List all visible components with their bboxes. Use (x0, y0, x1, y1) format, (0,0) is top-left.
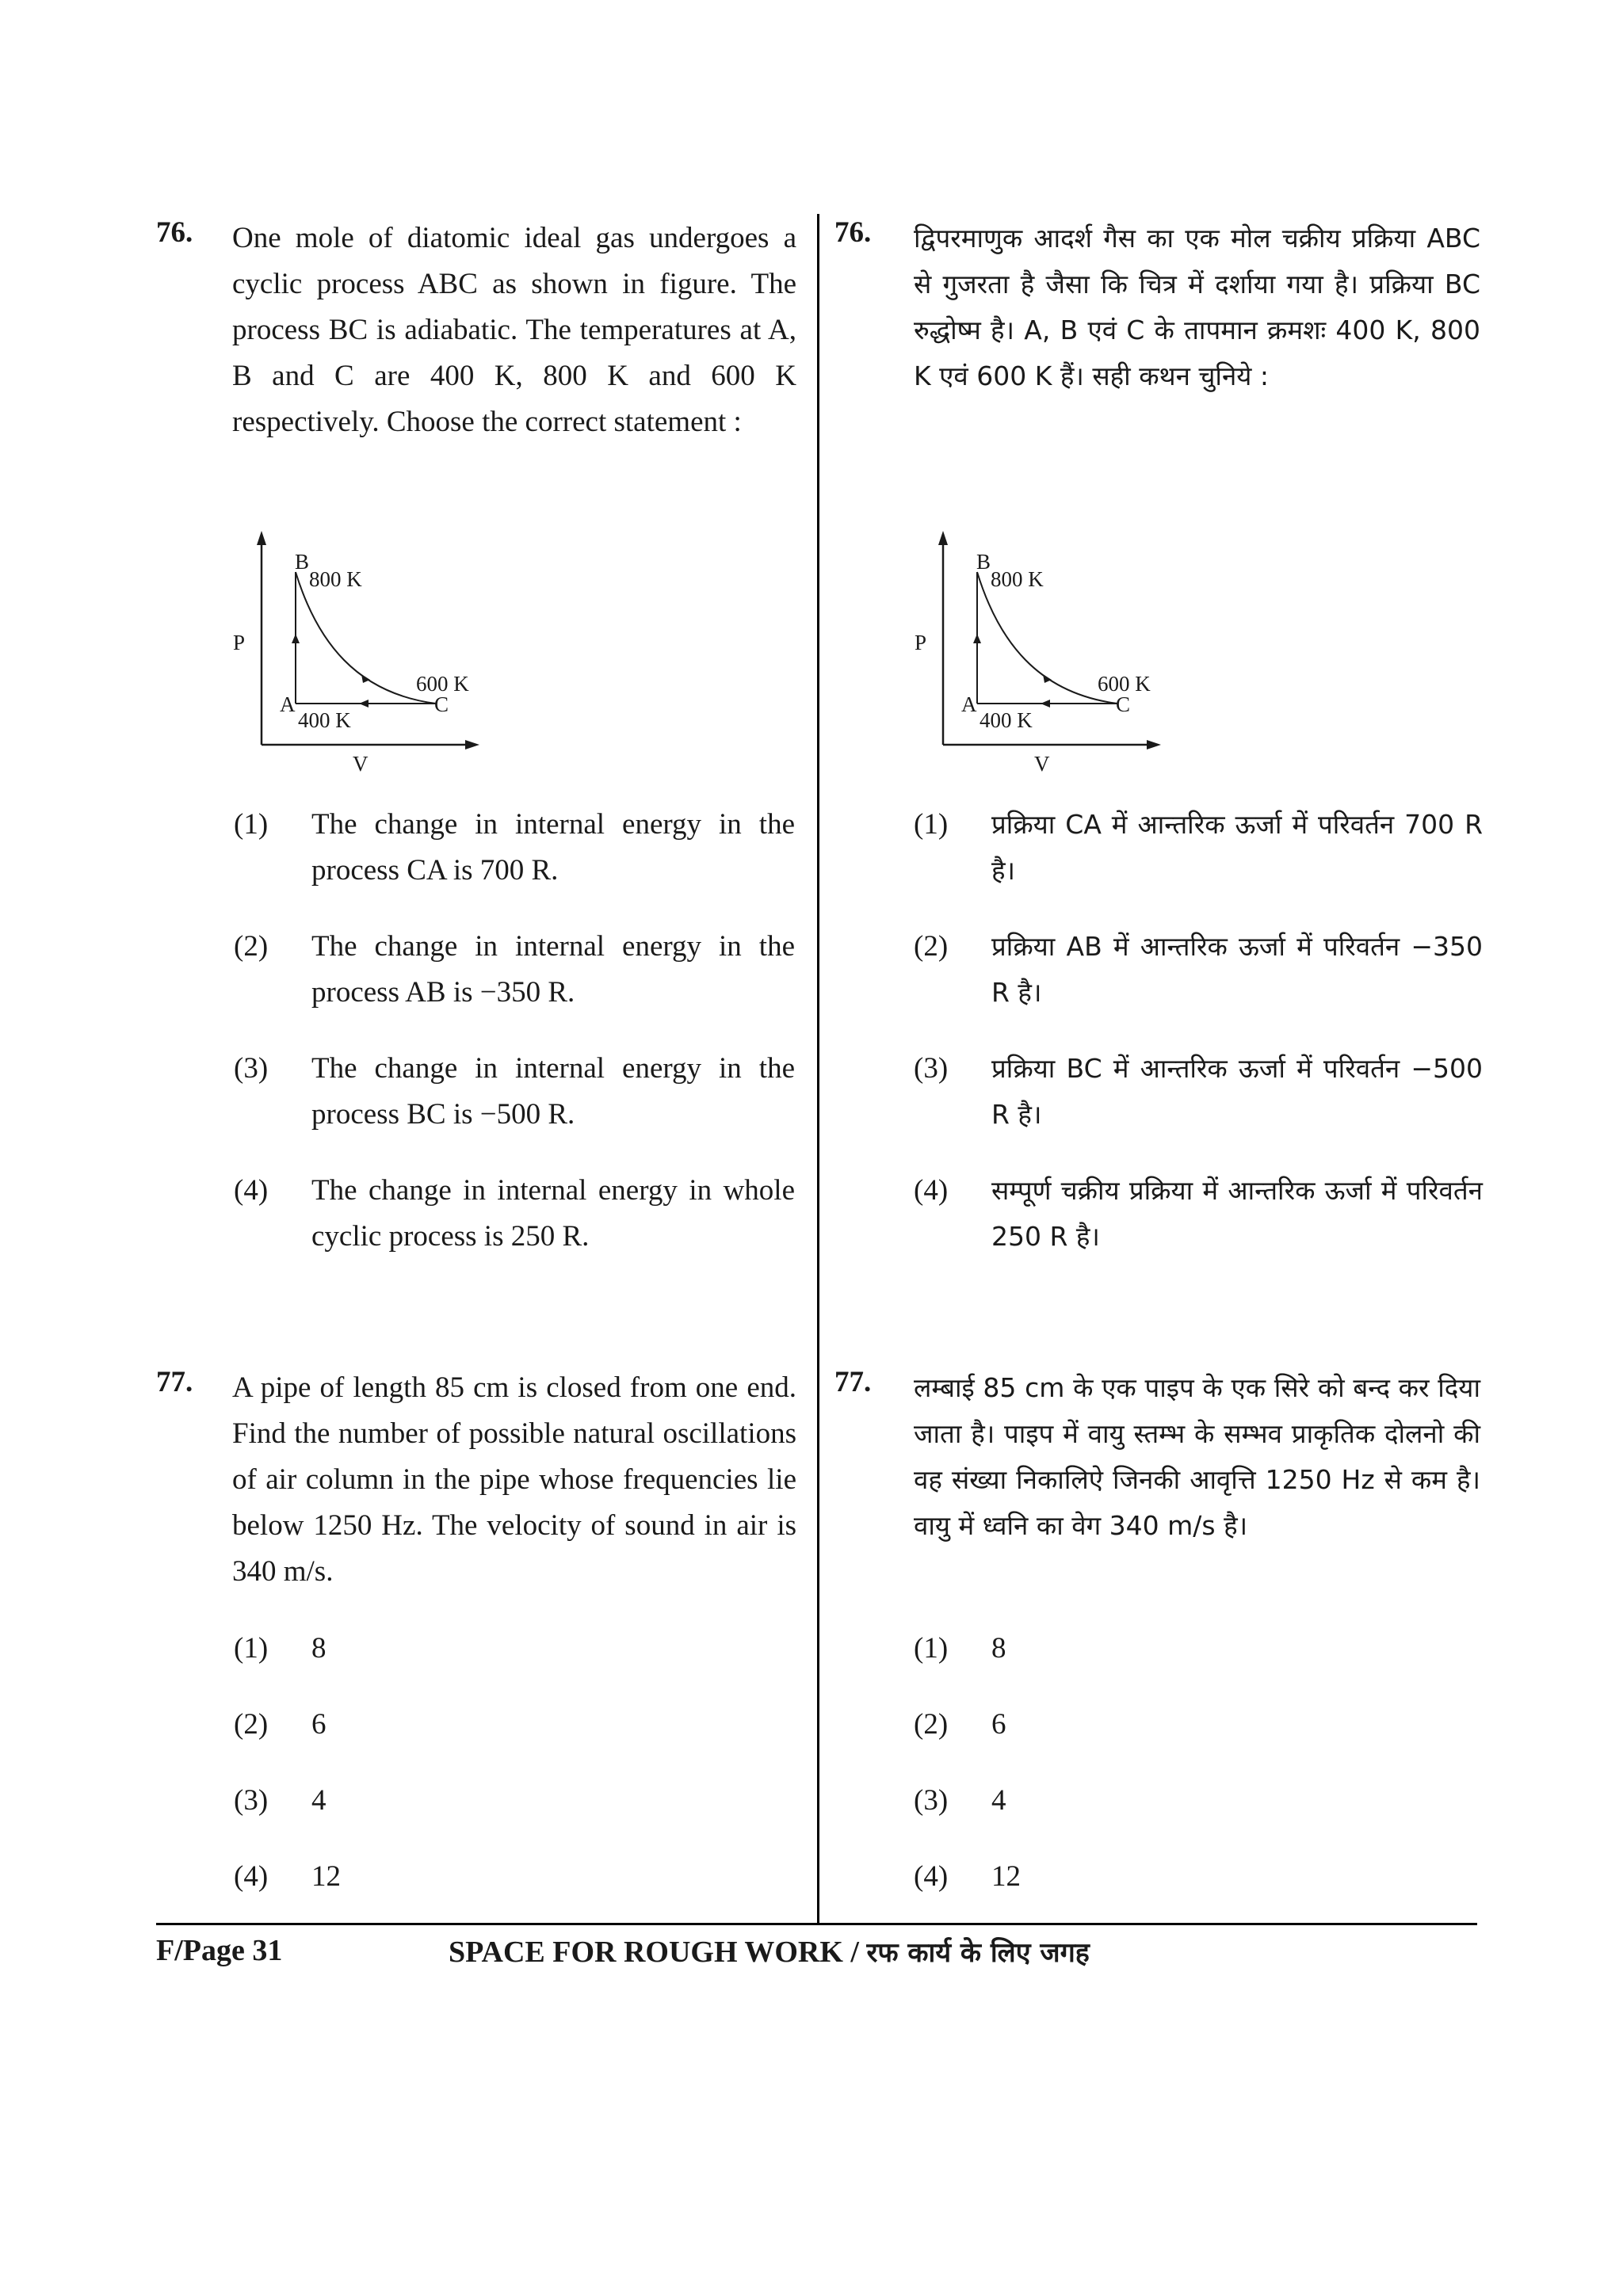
option-text: 8 (311, 1632, 327, 1665)
option-text: 12 (991, 1860, 1021, 1893)
pv-graph-en (222, 523, 483, 780)
graph-point-a-temp: 400 K (298, 708, 351, 732)
footer-rule (156, 1923, 1477, 1925)
graph-point-a-label: A (961, 692, 977, 716)
pv-graph-hi (903, 523, 1165, 780)
option-text: The change in internal energy in whole cyclic process is 250 R. (311, 1174, 795, 1253)
option-number: (4) (234, 1860, 269, 1893)
graph-point-c-label: C (434, 692, 449, 716)
option-text: 6 (991, 1708, 1006, 1741)
option-text: सम्पूर्ण चक्रीय प्रक्रिया में आन्तरिक ऊर्जा में परिवर्तन 250 R है। (991, 1175, 1483, 1252)
graph-point-a-label: A (280, 692, 296, 716)
option-number: (4) (234, 1174, 269, 1207)
graph-point-b-temp: 800 K (991, 567, 1044, 591)
question-77-text-en: A pipe of length 85 cm is closed from one end. Find the number of possible natural oscillations of air column in the pipe whose frequencies lie below 1250 Hz. The velocity of sound in air is 340 m/s. (232, 1371, 796, 1588)
question-77-text-hi: लम्बाई 85 cm के एक पाइप के एक सिरे को बन्द कर दिया जाता है। पाइप में वायु स्तम्भ के सम्भव प्राकृतिक दोलनो की वह संख्या निकालिऐ जिनकी आवृत्ति 1250 Hz से कम है। वायु में ध्वनि का वेग 340 m/s है। (914, 1372, 1480, 1541)
rough-work-label-en: SPACE FOR ROUGH WORK / (449, 1936, 867, 1969)
graph-point-b-temp: 800 K (309, 567, 362, 591)
graph-axis-p-label: P (233, 631, 246, 654)
option-text: 12 (311, 1860, 341, 1893)
option-number: (2) (234, 1708, 269, 1741)
option-number: (1) (914, 1632, 949, 1665)
option-text: The change in internal energy in the process BC is −500 R. (311, 1052, 795, 1131)
column-divider (817, 214, 819, 1923)
graph-point-b-label: B (295, 550, 310, 574)
option-number: (3) (234, 1052, 269, 1085)
option-number: (2) (914, 1708, 949, 1741)
graph-point-b-label: B (976, 550, 991, 574)
rough-work-label (449, 1933, 1090, 1970)
graph-axis-v-label: V (353, 752, 369, 776)
option-text: 8 (991, 1632, 1006, 1665)
option-number: (2) (914, 930, 949, 963)
option-text: प्रक्रिया CA में आन्तरिक ऊर्जा में परिवर्तन 700 R है। (991, 809, 1483, 886)
question-77-number-en: 77. (156, 1366, 193, 1398)
option-text: 4 (311, 1784, 327, 1817)
graph-point-c-temp: 600 K (1098, 672, 1151, 696)
page-number: F/Page 31 (156, 1934, 283, 1967)
graph-axis-p-label: P (915, 631, 927, 654)
question-76-number-hi: 76. (834, 216, 872, 249)
option-number: (2) (234, 930, 269, 963)
option-text: The change in internal energy in the process AB is −350 R. (311, 930, 795, 1009)
question-76-number-en: 76. (156, 216, 193, 249)
option-number: (1) (914, 808, 949, 841)
graph-point-a-temp: 400 K (980, 708, 1033, 732)
option-text: प्रक्रिया BC में आन्तरिक ऊर्जा में परिवर्तन −500 R है। (991, 1053, 1483, 1130)
graph-point-c-label: C (1116, 692, 1131, 716)
option-number: (3) (914, 1052, 949, 1085)
option-text: प्रक्रिया AB में आन्तरिक ऊर्जा में परिवर्तन −350 R है। (991, 931, 1483, 1008)
graph-axis-v-label: V (1034, 752, 1050, 776)
option-number: (4) (914, 1860, 949, 1893)
option-number: (3) (914, 1784, 949, 1817)
graph-point-c-temp: 600 K (416, 672, 469, 696)
question-76-text-hi: द्विपरमाणुक आदर्श गैस का एक मोल चक्रीय प्रक्रिया ABC से गुजरता है जैसा कि चित्र में दर्शाया गया है। प्रक्रिया BC रुद्धोष्म है। A, B एवं C के तापमान क्रमशः 400 K, 800 K एवं 600 K हैं। सही कथन चुनिये : (914, 223, 1480, 391)
rough-work-label-hi: रफ कार्य के लिए जगह (866, 1937, 1090, 1969)
option-text: 6 (311, 1708, 327, 1741)
question-77-number-hi: 77. (834, 1366, 872, 1398)
option-number: (1) (234, 808, 269, 841)
option-number: (3) (234, 1784, 269, 1817)
option-text: 4 (991, 1784, 1006, 1817)
option-number: (1) (234, 1632, 269, 1665)
question-76-text-en: One mole of diatomic ideal gas undergoes a cyclic process ABC as shown in figure. The process BC is adiabatic. The temperatures at A, B and C are 400 K, 800 K and 600 K respectively. Choose the correct statement : (232, 222, 796, 438)
option-text: The change in internal energy in the process CA is 700 R. (311, 808, 795, 887)
option-number: (4) (914, 1174, 949, 1207)
